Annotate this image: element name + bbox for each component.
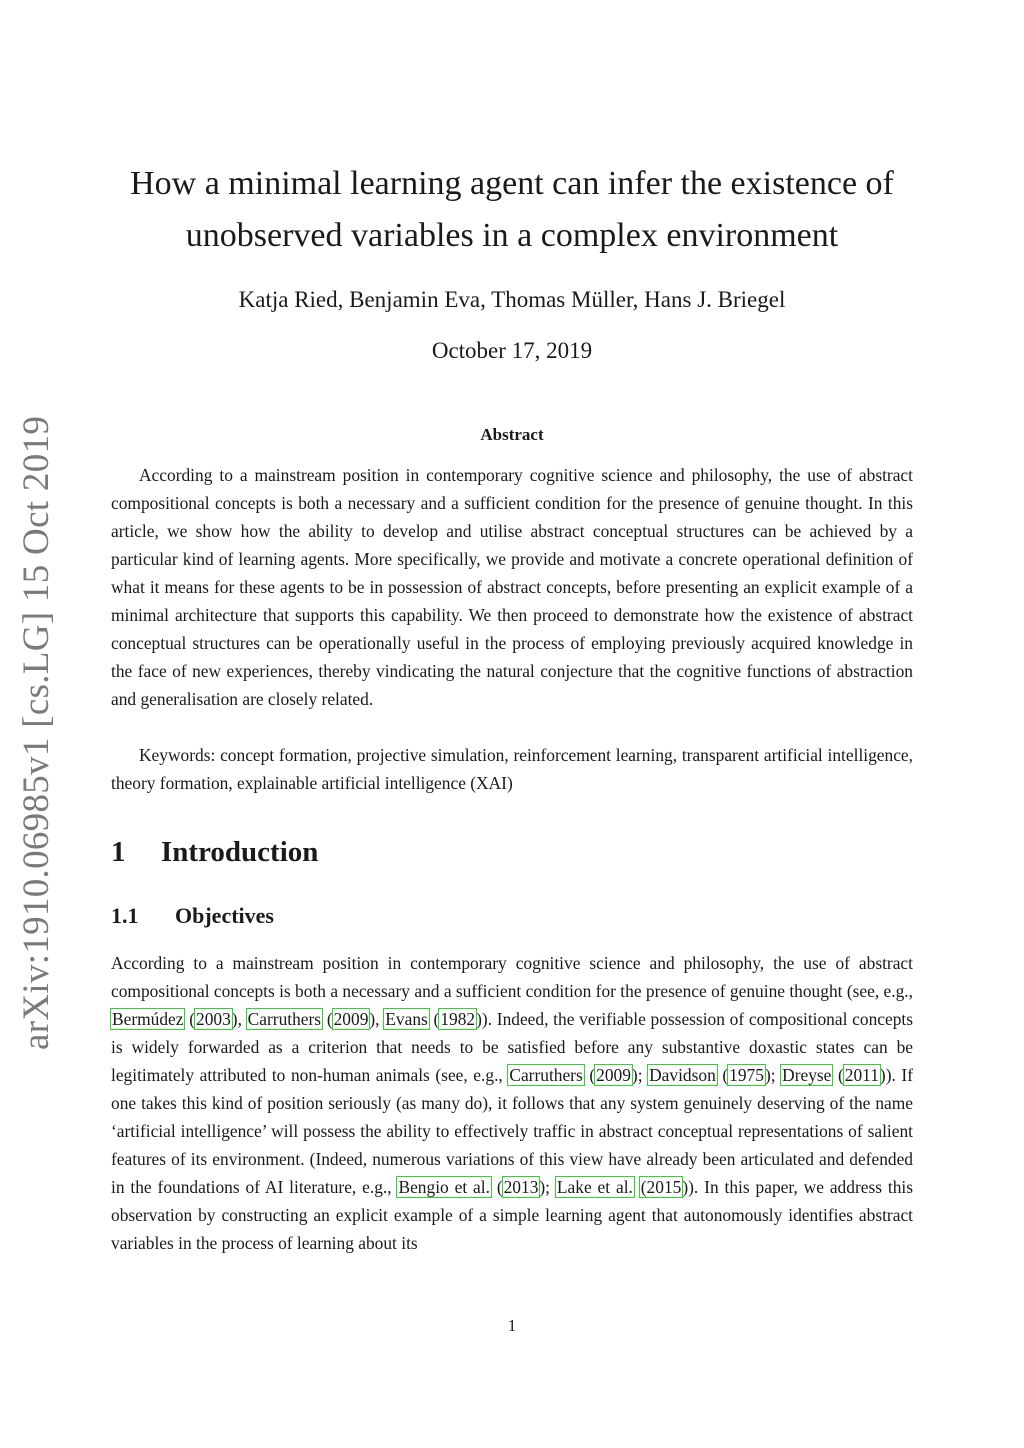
subsection-title: Objectives [175, 903, 274, 928]
citation-year-link[interactable]: 2009 [333, 1009, 369, 1029]
intro-text: According to a mainstream position in contemporary cognitive science and philosophy, the use of abstract compositional concepts is both a necessary and a sufficient condition for the presence of genuine thought (see, e.g., [111, 953, 913, 1001]
abstract-body: According to a mainstream position in contemporary cognitive science and philosophy, the use of abstract compositional concepts is both a necessary and a sufficient condition for the presence of genuine thought. In this article, we show how the ability to develop and utilise abstract conceptual structures can be achieved by a particular kind of learning agents. More specifically, we provide and motivate a concrete operational definition of what it means for these agents to be in possession of abstract concepts, before presenting an explicit example of a minimal architecture that supports this capability. We then proceed to demonstrate how the existence of abstract conceptual structures can be operationally useful in the process of employing previously acquired knowledge in the face of new experiences, thereby vindicating the natural conjecture that the cognitive functions of abstraction and generalisation are closely related. [111, 465, 913, 709]
citation-year-link[interactable]: 1982 [440, 1009, 476, 1029]
author-list: Katja Ried, Benjamin Eva, Thomas Müller, Hans J. Briegel [238, 287, 786, 312]
intro-text: ), [369, 1009, 385, 1029]
citation-year-link[interactable]: 2011 [844, 1065, 879, 1085]
citation-link-davidson[interactable]: Davidson [649, 1065, 716, 1085]
intro-text: )). If one takes this kind of position seriously (as many do), it follows that any system genuinely deserving of the name ‘artificial intelligence’ will possess the ability to effectively traffic in abstract conceptual representations of salient features of its environment. (Indeed, numerous variations of this view have already been articulated and defended in the foundations of AI literature, e.g., [111, 1065, 914, 1197]
section-heading-introduction [111, 836, 318, 869]
intro-text: )). Indeed, the verifiable possession of compositional concepts is widely forwarded as a criterion that needs to be satisfied before any substantive doxastic states can be legitimately attributed to non-human animals (see, e.g., [111, 1009, 913, 1085]
citation-year-link[interactable]: 2009 [596, 1065, 631, 1085]
citation-link-carruthers-2[interactable]: Carruthers [509, 1065, 583, 1085]
citation-link-bermudez[interactable]: Bermúdez [112, 1009, 184, 1029]
intro-text: ); [631, 1065, 649, 1085]
abstract-heading: Abstract [480, 425, 544, 444]
citation-year-link[interactable]: (2015 [640, 1177, 682, 1197]
intro-text: ), [231, 1009, 247, 1029]
intro-text: ( [184, 1009, 195, 1029]
keywords: Keywords: concept formation, projective simulation, reinforcement learning, transparent artificial intelligence, theory formation, explainable artificial intelligence (XAI) [111, 745, 913, 793]
section-number: 1 [111, 836, 126, 868]
citation-link-evans[interactable]: Evans [385, 1009, 428, 1029]
citation-year-link[interactable]: 2013 [503, 1177, 539, 1197]
intro-text: ( [322, 1009, 333, 1029]
citation-link-lake[interactable]: Lake et al. [556, 1177, 633, 1197]
intro-text: ( [428, 1009, 440, 1029]
intro-text: )). In this paper, we address this observation by constructing an explicit example of a simple learning agent that autonomously identifies abstract variables in the process of learning about its [111, 1177, 913, 1253]
intro-text: ); [539, 1177, 556, 1197]
title-line-1: How a minimal learning agent can infer the existence of [130, 165, 894, 202]
intro-paragraph [111, 949, 913, 1257]
citation-year-link[interactable]: 1975 [729, 1065, 764, 1085]
title-line-2: unobserved variables in a complex environment [185, 217, 839, 254]
citation-year-link[interactable]: 2003 [196, 1009, 231, 1029]
intro-text: ( [490, 1177, 503, 1197]
paper-title [0, 158, 1024, 262]
citation-link-dreyse[interactable]: Dreyse [782, 1065, 832, 1085]
intro-text: ( [583, 1065, 596, 1085]
citation-link-bengio[interactable]: Bengio et al. [398, 1177, 490, 1197]
citation-link-carruthers[interactable]: Carruthers [247, 1009, 322, 1029]
page-number: 1 [507, 1316, 517, 1335]
arxiv-identifier: arXiv:1910.06985v1 [cs.LG] 15 Oct 2019 [16, 415, 57, 1050]
intro-text: ); [764, 1065, 782, 1085]
subsection-number: 1.1 [111, 903, 139, 928]
publication-date: October 17, 2019 [431, 338, 593, 363]
section-title: Introduction [161, 836, 319, 868]
intro-text: ( [716, 1065, 729, 1085]
subsection-heading-objectives [111, 903, 274, 929]
intro-text: ( [832, 1065, 844, 1085]
intro-text [634, 1177, 640, 1197]
